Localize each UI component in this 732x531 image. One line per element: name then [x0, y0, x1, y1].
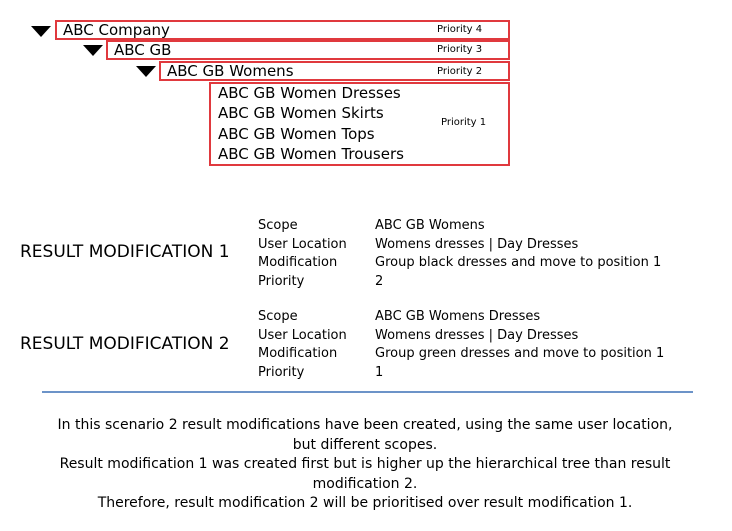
tree-node-leaf[interactable]: ABC GB Women Dresses — [218, 84, 401, 102]
value-modification: Group green dresses and move to position 1 — [375, 346, 665, 361]
label-modification: Modification — [258, 346, 338, 361]
label-priority: Priority — [258, 364, 305, 380]
value-scope: ABC GB Womens Dresses — [375, 309, 541, 324]
priority-label-level2: Priority 3 — [437, 44, 483, 55]
tree-node-leaf[interactable]: ABC GB Women Trousers — [218, 145, 404, 163]
priority-label-level4: Priority 1 — [441, 117, 487, 128]
label-modification: Modification — [258, 255, 338, 270]
divider — [42, 391, 693, 393]
label-scope: Scope — [258, 309, 298, 324]
summary-line: Result modification 1 was created first but is higher up the hierarchical tree than result — [59, 456, 671, 472]
tree-node-abc-company[interactable]: ABC Company — [63, 21, 170, 39]
label-user-location: User Location — [258, 236, 347, 252]
summary-line: In this scenario 2 result modifications have been created, using the same user location, — [57, 417, 673, 433]
label-user-location: User Location — [258, 327, 347, 343]
scenario-summary — [40, 416, 690, 514]
value-user-location: Womens dresses | Day Dresses — [375, 236, 579, 252]
modification-values — [375, 308, 664, 382]
priority-label-level3: Priority 2 — [437, 66, 483, 77]
value-scope: ABC GB Womens — [375, 218, 485, 233]
collapse-triangle-icon[interactable] — [136, 66, 156, 77]
value-user-location: Womens dresses | Day Dresses — [375, 327, 579, 343]
summary-line: but different scopes. — [292, 436, 438, 453]
label-priority: Priority — [258, 273, 305, 289]
collapse-triangle-icon[interactable] — [31, 26, 51, 37]
priority-label-level1: Priority 4 — [437, 24, 483, 35]
modification-labels — [258, 217, 347, 291]
summary-line: Therefore, result modification 2 will be prioritised over result modification 1. — [97, 495, 633, 511]
tree-node-abc-gb[interactable]: ABC GB — [114, 41, 172, 59]
value-priority: 2 — [375, 273, 384, 289]
label-scope: Scope — [258, 218, 298, 233]
modification-labels — [258, 308, 347, 382]
modification-title: RESULT MODIFICATION 1 — [20, 242, 230, 262]
value-priority: 1 — [375, 364, 384, 380]
modification-values — [375, 217, 661, 291]
summary-line: modification 2. — [312, 475, 418, 492]
value-modification: Group black dresses and move to position 1 — [375, 255, 662, 270]
modification-title: RESULT MODIFICATION 2 — [20, 334, 230, 354]
tree-node-leaf[interactable]: ABC GB Women Tops — [218, 125, 375, 143]
tree-node-leaf[interactable]: ABC GB Women Skirts — [218, 104, 384, 122]
collapse-triangle-icon[interactable] — [83, 45, 103, 56]
tree-node-abc-gb-womens[interactable]: ABC GB Womens — [167, 62, 294, 80]
